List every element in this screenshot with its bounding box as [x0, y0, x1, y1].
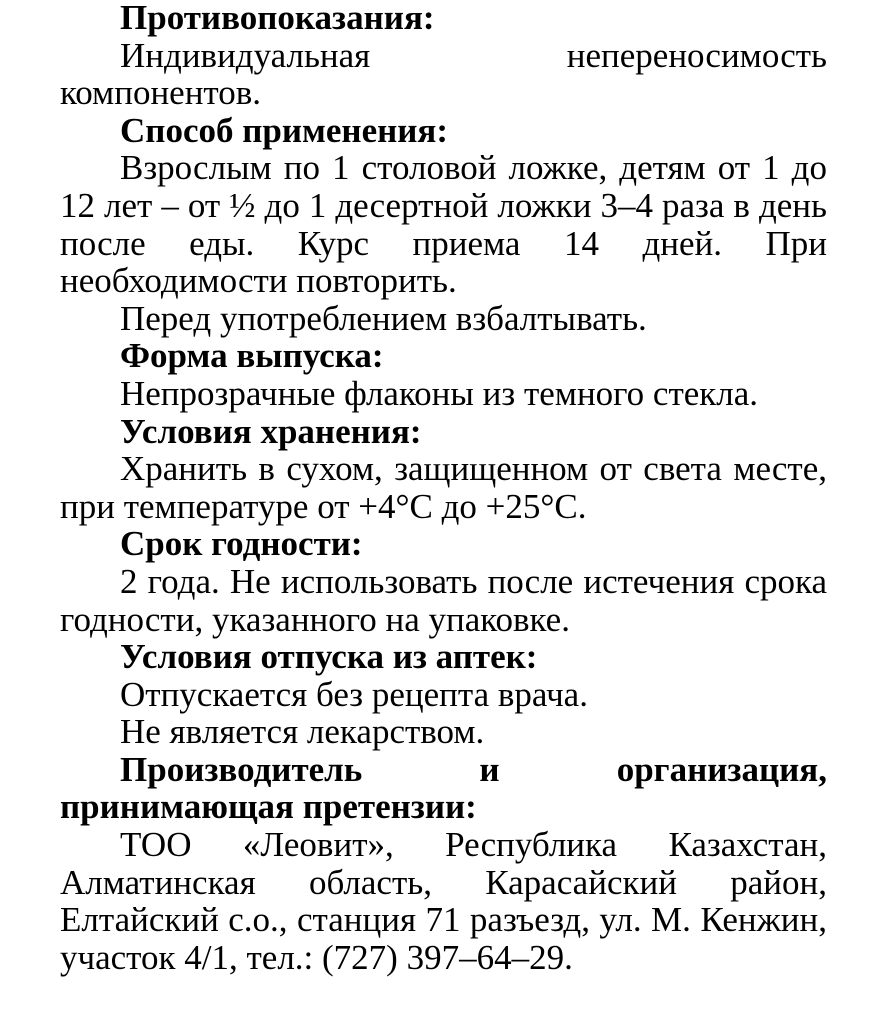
contraindications-text: Индивидуальная непереносимость компонентов.: [60, 35, 827, 113]
storage-heading: Условия хранения:: [120, 411, 422, 451]
contraindications-heading: Противопоказания:: [120, 0, 435, 37]
usage-text: Взрослым по 1 столовой ложке, детям от 1 до 12 лет – от ½ до 1 десертной ложки 3–4 раза в день после еды. Курс приема 14 дней. При необходимости повторить.: [60, 148, 827, 301]
form-heading: Форма выпуска:: [120, 336, 384, 376]
shelf-life-text: 2 года. Не использовать после истечения срока годности, указанного на упаковке.: [60, 561, 827, 639]
document-page: [60, 0, 827, 976]
dispensing-note: Не является лекарством.: [120, 712, 485, 752]
usage-heading: Способ применения:: [120, 110, 449, 150]
usage-note: Перед употреблением взбалтывать.: [120, 298, 647, 338]
dispensing-text: Отпускается без рецепта врача.: [120, 674, 588, 714]
manufacturer-heading: Производитель и организация, принимающая претензии:: [60, 749, 827, 827]
storage-text: Хранить в сухом, защищенном от света месте, при температуре от +4°С до +25°С.: [60, 449, 827, 526]
dispensing-heading: Условия отпуска из аптек:: [120, 637, 538, 677]
form-text: Непрозрачные флаконы из темного стекла.: [120, 373, 759, 413]
manufacturer-text: ТОО «Леовит», Республика Казахстан, Алматинская область, Карасайский район, Елтайский с.о., станция 71 разъезд, ул. М. Кенжин, участок 4/1, тел.: (727) 397–64–29.: [60, 825, 827, 977]
shelf-life-heading: Срок годности:: [120, 524, 363, 564]
